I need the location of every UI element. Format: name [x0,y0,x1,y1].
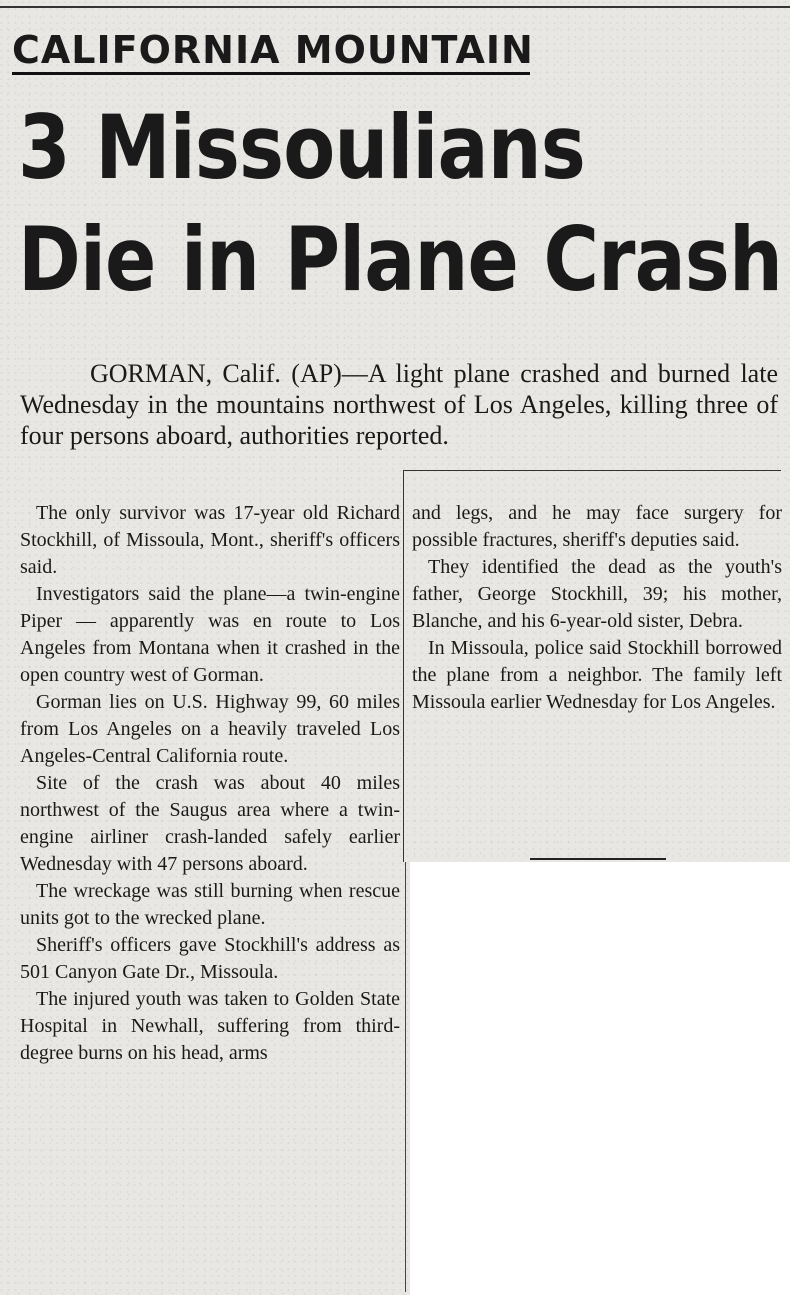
clipping-edge [405,862,406,1292]
body-paragraph: and legs, and he may face surgery for possible fractures, sheriff's deputies said. [412,502,782,551]
body-paragraph: Sheriff's officers gave Stockhill's address as 501 Canyon Gate Dr., Missoula. [20,934,400,983]
end-of-article-rule [530,858,666,860]
lede-paragraph: GORMAN, Calif. (AP)—A light plane crashed and burned late Wednesday in the mountains northwest of Los Angeles, killing three of four persons aboard, authorities reported. [20,359,778,450]
kicker-underline [12,72,530,75]
empty-area [410,862,800,1313]
body-paragraph: Gorman lies on U.S. Highway 99, 60 miles from Los Angeles on a heavily traveled Los Angeles-Central California route. [20,691,400,767]
kicker-headline: CALIFORNIA MOUNTAIN [12,28,534,72]
body-paragraph: Site of the crash was about 40 miles northwest of the Saugus area where a twin-engine airliner crash-landed safely earlier Wednesday with 47 persons aboard. [20,772,400,875]
column-box-top-rule [403,470,781,471]
body-paragraph: The injured youth was taken to Golden State Hospital in Newhall, suffering from third-degree burns on his head, arms [20,988,400,1064]
body-paragraph: They identified the dead as the youth's father, George Stockhill, 39; his mother, Blanche, and his 6-year-old sister, Debra. [412,556,782,632]
column-divider [403,470,404,862]
headline-line-1: 3 Missoulians [18,96,585,199]
body-paragraph: In Missoula, police said Stockhill borrowed the plane from a neighbor. The family left Missoula earlier Wednesday for Los Angeles. [412,637,782,713]
body-paragraph: The only survivor was 17-year old Richard Stockhill, of Missoula, Mont., sheriff's officers said. [20,502,400,578]
left-column [20,500,400,1067]
body-paragraph: The wreckage was still burning when rescue units got to the wrecked plane. [20,880,400,929]
body-paragraph: Investigators said the plane—a twin-engine Piper — apparently was en route to Los Angeles from Montana when it crashed in the open country west of Gorman. [20,583,400,686]
main-headline [18,92,782,316]
headline-line-2: Die in Plane Crash [18,208,783,311]
top-rule [0,0,790,8]
right-column [412,500,782,716]
